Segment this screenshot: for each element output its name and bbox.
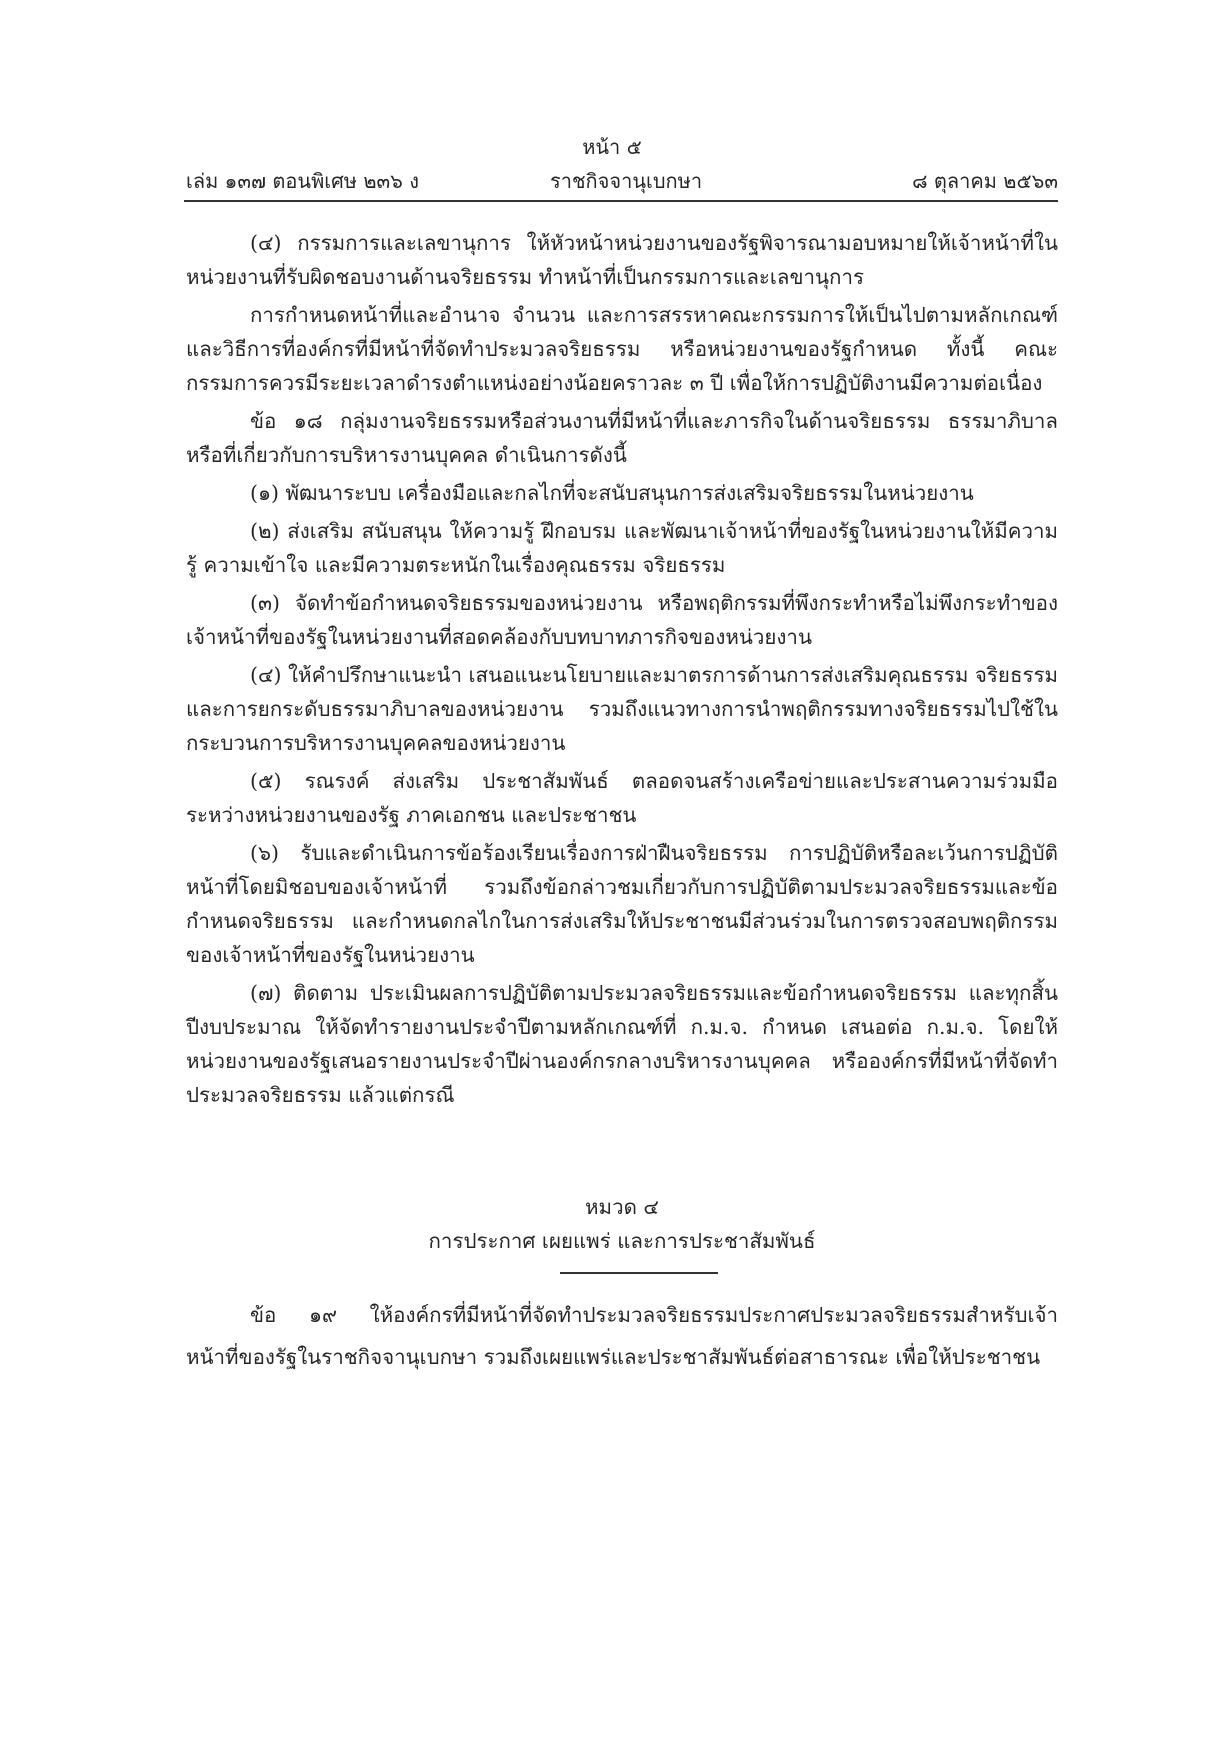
gazette-header [186, 166, 1058, 198]
closing-section [186, 1294, 1058, 1378]
chapter-title: การประกาศ เผยแพร่ และการประชาสัมพันธ์ [428, 1229, 816, 1253]
paragraph: (๗) ติดตาม ประเมินผลการปฏิบัติตามประมวลจริยธรรมและข้อกำหนดจริยธรรม และทุกสิ้นปีงบประมาณ ให้จัดทำรายงานประจำปีตามหลักเกณฑ์ที่ ก.ม.จ. กำหนด เสนอต่อ ก.ม.จ. โดยให้หน่วยงานของรัฐเสนอรายงานประจำปีผ่านองค์กรกลางบริหารงานบุคคล หรือองค์กรที่มีหน้าที่จัดทำประมวลจริยธรรม แล้วแต่กรณี [186, 981, 1058, 1107]
document-body [186, 226, 1058, 1116]
paragraph: (๑) พัฒนาระบบ เครื่องมือและกลไกที่จะสนับสนุนการส่งเสริมจริยธรรมในหน่วยงาน [250, 481, 974, 505]
paragraph: (๖) รับและดำเนินการข้อร้องเรียนเรื่องการฝ่าฝืนจริยธรรม การปฏิบัติหรือละเว้นการปฏิบัติหน้าที่โดยมิชอบของเจ้าหน้าที่ รวมถึงข้อกล่าวชมเกี่ยวกับการปฏิบัติตามประมวลจริยธรรมและข้อกำหนดจริยธรรม และกำหนดกลไกในการส่งเสริมให้ประชาชนมีส่วนร่วมในการตรวจสอบพฤติกรรมของเจ้าหน้าที่ของรัฐในหน่วยงาน [186, 841, 1058, 967]
paragraph: (๒) ส่งเสริม สนับสนุน ให้ความรู้ ฝึกอบรม และพัฒนาเจ้าหน้าที่ของรัฐในหน่วยงานให้มีความรู้ ความเข้าใจ และมีความตระหนักในเรื่องคุณธรรม จริยธรรม [186, 519, 1058, 577]
header-divider [184, 200, 1058, 202]
publication-date: ๘ ตุลาคม ๒๕๖๓ [912, 169, 1058, 193]
paragraph: การกำหนดหน้าที่และอำนาจ จำนวน และการสรรหาคณะกรรมการให้เป็นไปตามหลักเกณฑ์และวิธีการที่องค์กรที่มีหน้าที่จัดทำประมวลจริยธรรม หรือหน่วยงานของรัฐกำหนด ทั้งนี้ คณะกรรมการควรมีระยะเวลาดำรงตำแหน่งอย่างน้อยคราวละ ๓ ปี เพื่อให้การปฏิบัติงานมีความต่อเนื่อง [186, 303, 1058, 395]
paragraph: (๕) รณรงค์ ส่งเสริม ประชาสัมพันธ์ ตลอดจนสร้างเครือข่ายและประสานความร่วมมือระหว่างหน่วยงานของรัฐ ภาคเอกชน และประชาชน [186, 769, 1058, 827]
paragraph: (๔) กรรมการและเลขานุการ ให้หัวหน้าหน่วยงานของรัฐพิจารณามอบหมายให้เจ้าหน้าที่ในหน่วยงานที่รับผิดชอบงานด้านจริยธรรม ทำหน้าที่เป็นกรรมการและเลขานุการ [186, 231, 1058, 289]
chapter-number: หมวด ๔ [585, 1195, 659, 1219]
chapter-heading [186, 1190, 1058, 1258]
paragraph: (๓) จัดทำข้อกำหนดจริยธรรมของหน่วยงาน หรือพฤติกรรมที่พึงกระทำหรือไม่พึงกระทำของเจ้าหน้าที่ของรัฐในหน่วยงานที่สอดคล้องกับบทบาทภารกิจของหน่วยงาน [186, 591, 1058, 649]
volume-issue: เล่ม ๑๓๗ ตอนพิเศษ ๒๓๖ ง [186, 169, 419, 193]
chapter-divider [560, 1272, 718, 1274]
gazette-name: ราชกิจจานุเบกษา [550, 169, 703, 193]
paragraph: ข้อ ๑๙ ให้องค์กรที่มีหน้าที่จัดทำประมวลจริยธรรมประกาศประมวลจริยธรรมสำหรับเจ้าหน้าที่ของรัฐในราชกิจจานุเบกษา รวมถึงเผยแพร่และประชาสัมพันธ์ต่อสาธารณะ เพื่อให้ประชาชน [186, 1303, 1058, 1369]
paragraph: ข้อ ๑๘ กลุ่มงานจริยธรรมหรือส่วนงานที่มีหน้าที่และภารกิจในด้านจริยธรรม ธรรมาภิบาล หรือที่เกี่ยวกับการบริหารงานบุคคล ดำเนินการดังนี้ [186, 409, 1058, 467]
page-number: หน้า ๕ [582, 135, 642, 159]
paragraph: (๔) ให้คำปรึกษาแนะนำ เสนอแนะนโยบายและมาตรการด้านการส่งเสริมคุณธรรม จริยธรรม และการยกระดับธรรมาภิบาลของหน่วยงาน รวมถึงแนวทางการนำพฤติกรรมทางจริยธรรมไปใช้ในกระบวนการบริหารงานบุคคลของหน่วยงาน [186, 663, 1058, 755]
